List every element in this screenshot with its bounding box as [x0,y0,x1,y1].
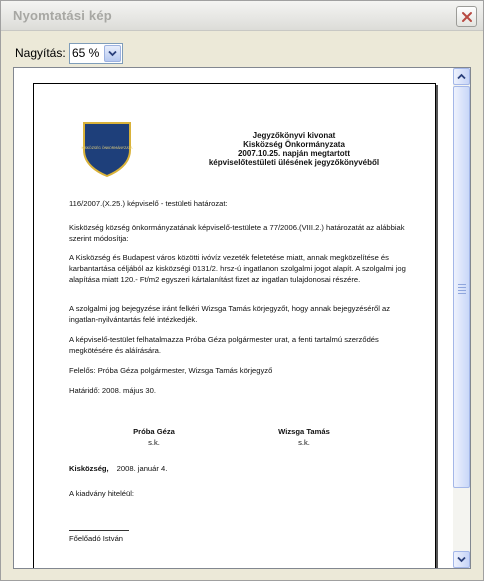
arrow-up-icon [457,73,466,80]
signatory-2 [264,426,344,448]
arrow-down-icon [457,556,466,563]
place-date [69,464,167,473]
title-bar[interactable] [1,1,483,31]
scroll-down-button[interactable] [453,551,470,568]
responsible-line: Felelős: Próba Géza polgármester, Wizsga Tamás körjegyző [69,366,273,375]
crest-text: KISKÖZSÉG ÖNKORMÁNYZATA [81,146,133,150]
zoom-dropdown-button[interactable] [104,45,121,62]
scroll-grip [458,284,466,296]
vertical-scrollbar[interactable] [453,68,470,568]
chevron-down-icon [108,50,117,57]
zoom-label: Nagyítás: [15,46,66,60]
resolution-number: 116/2007.(X.25.) képviselő - testületi határozat: [69,199,228,208]
paragraph-3: A szolgalmi jog bejegyzése iránt felkéri Wizsga Tamás körjegyzőt, hogy annak bejegyzéséről az ingatlan-nyilvántartás felé intézkedjék. [69,304,391,324]
window-title: Nyomtatási kép [13,8,112,23]
place: Kisközség, [69,464,109,473]
signatory-1 [114,426,194,448]
signatory-2-note: s.k. [298,438,310,447]
scroll-up-button[interactable] [453,68,470,85]
paragraph-4: A képviselő-testület felhatalmazza Próba Géza polgármester urat, a fenti tartalmú szerződés megkötésére és aláírására. [69,335,379,355]
header-line: Kisközség Önkormányzata [243,140,345,149]
header-line: 2007.10.25. napján megtartott [237,149,351,158]
preview-pane[interactable] [13,67,471,569]
signatory-1-name: Próba Géza [133,427,175,436]
signatory-1-note: s.k. [148,438,160,447]
zoom-value: 65 % [72,46,100,60]
document-header [184,131,404,167]
date: 2008. január 4. [116,464,168,473]
document-content [34,84,437,569]
certification: A kiadvány hiteléül: [69,489,135,498]
scroll-thumb[interactable] [453,86,470,488]
signatory-2-name: Wizsga Tamás [278,427,330,436]
header-line: képviselőtestületi ülésének jegyzőkönyvéből [208,158,380,167]
signature-line [69,530,129,531]
deadline-line: Határidő: 2008. május 30. [69,386,156,395]
header-line: Jegyzőkönyvi kivonat [252,131,336,140]
clerk-name: Főelőadó István [69,534,124,543]
close-icon [461,11,473,23]
zoom-select[interactable] [69,43,123,64]
paragraph-1: Kisközség község önkormányzatának képviselő-testülete a 77/2006.(VIII.2.) határozatát az alábbiak szerint módosítja: [69,223,405,243]
document-page [33,83,436,569]
coat-of-arms-icon [81,120,133,178]
paragraph-2: A Kisközség és Budapest város közötti ivóvíz vezeték feletetése miatt, annak megközelítése és karbantartása céljából az kisközségi 0131/2. hrsz-ú ingatlanon szolgalmi jogot alapít. A szolgalmi jog alapítása miatt 120.- Ft/m2 egyszeri kártalanítást fizet az ingatlan tulajdonosai részére. [69,253,406,284]
close-button[interactable] [456,6,477,27]
